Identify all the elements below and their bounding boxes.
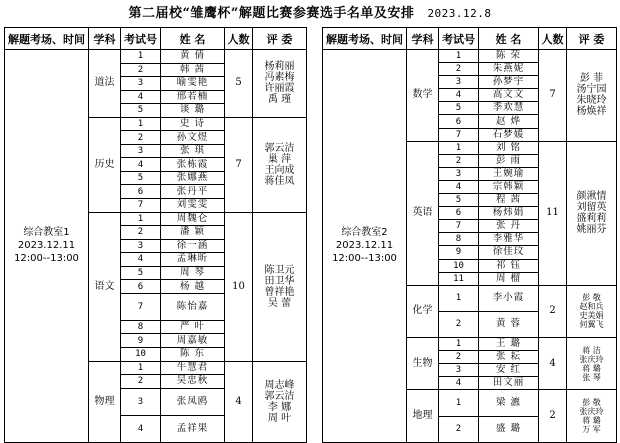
student-name-cell: 赵 烨 — [479, 115, 539, 128]
judge-name: 郭云洁 — [264, 390, 295, 402]
student-name-cell: 周 琴 — [161, 266, 225, 280]
student-name-cell: 田文丽 — [479, 377, 539, 390]
student-name-cell: 吴忠秋 — [161, 375, 225, 389]
exam-number-cell: 4 — [121, 158, 161, 172]
exam-number-cell: 1 — [439, 141, 479, 154]
student-name-cell: 孟祥果 — [161, 415, 225, 442]
judge-name: 赵和兵 — [579, 302, 604, 312]
judge-name: 吴 蕾 — [267, 297, 292, 309]
exam-number-cell: 10 — [439, 259, 479, 272]
page-title — [0, 0, 620, 27]
count-cell: 7 — [225, 117, 253, 212]
exam-number-cell: 10 — [121, 348, 161, 362]
exam-number-cell: 8 — [121, 320, 161, 334]
student-name-cell: 周魏仑 — [161, 212, 225, 226]
exam-number-cell: 3 — [121, 144, 161, 158]
student-name-cell: 牛慧君 — [161, 361, 225, 375]
header-venue: 解题考场、时间 — [5, 28, 89, 50]
header-exam-no: 考试号 — [439, 28, 479, 50]
judge-name: 周志峰 — [264, 379, 295, 391]
header-name: 姓 名 — [161, 28, 225, 50]
judges-cell — [567, 338, 617, 390]
judge-name: 禹 瑾 — [267, 94, 292, 106]
student-name-cell: 严 叶 — [161, 320, 225, 334]
student-name-cell: 杨 越 — [161, 280, 225, 294]
student-name-cell: 韩 茜 — [161, 63, 225, 77]
title-text: 第二届校“雏鹰杯”解题比赛参赛选手名单及安排 — [128, 6, 415, 21]
exam-number-cell: 4 — [121, 253, 161, 267]
judge-name: 杨莉丽 — [264, 61, 295, 73]
exam-number-cell: 4 — [439, 377, 479, 390]
exam-number-cell: 5 — [121, 171, 161, 185]
count-cell: 2 — [539, 285, 567, 337]
judges-cell — [567, 390, 617, 442]
judge-name: 朱晓玲 — [576, 95, 607, 107]
judge-name: 杨焕祥 — [576, 106, 607, 118]
judge-name: 何翼飞 — [579, 320, 604, 330]
judge-name: 曾祥艳 — [264, 286, 295, 298]
student-name-cell: 徐佳玟 — [479, 246, 539, 259]
header-venue: 解题考场、时间 — [323, 28, 407, 50]
student-name-cell: 宗韩颖 — [479, 180, 539, 193]
student-name-cell: 杨炜娟 — [479, 207, 539, 220]
judge-name: 盛莉莉 — [576, 213, 607, 225]
venue-line: 12:00--13:00 — [14, 253, 79, 265]
exam-number-cell: 7 — [439, 220, 479, 233]
judge-name: 颜湫情 — [576, 191, 607, 203]
student-name-cell: 陈 东 — [161, 348, 225, 362]
judge-name: 汤宁园 — [576, 84, 607, 96]
student-name-cell: 陈 荣 — [479, 50, 539, 63]
header-exam-no: 考试号 — [121, 28, 161, 50]
judge-name: 万 军 — [582, 425, 601, 435]
judges-cell — [253, 212, 307, 361]
judge-name: 蒋 璐 — [582, 363, 601, 373]
judge-name: 蒋 璐 — [582, 416, 601, 426]
student-name-cell: 王 璐 — [479, 338, 539, 351]
exam-number-cell: 7 — [121, 199, 161, 213]
exam-number-cell: 1 — [121, 50, 161, 64]
right-roster-table — [322, 27, 617, 443]
student-name-cell: 梁 瀌 — [479, 390, 539, 416]
student-name-cell: 李雅华 — [479, 233, 539, 246]
student-name-cell: 朱燕妮 — [479, 63, 539, 76]
student-name-cell: 潘 颖 — [161, 226, 225, 240]
judge-name: 田卫华 — [264, 275, 295, 287]
table-header-row — [323, 28, 617, 50]
exam-number-cell: 8 — [439, 233, 479, 246]
exam-number-cell: 5 — [121, 104, 161, 118]
judge-name: 李 娜 — [267, 401, 292, 413]
judge-name: 史美娟 — [579, 311, 604, 321]
judge-name: 张 琴 — [582, 372, 601, 382]
exam-number-cell: 9 — [439, 246, 479, 259]
student-name-cell: 彭 雨 — [479, 154, 539, 167]
header-count: 人数 — [225, 28, 253, 50]
subject-cell: 数学 — [407, 50, 439, 142]
student-name-cell: 祁 钰 — [479, 259, 539, 272]
judge-name: 周 叶 — [267, 412, 292, 424]
judge-name: 王向成 — [264, 164, 295, 176]
judge-name: 彭 敬 — [582, 398, 601, 408]
judge-name: 张庆玲 — [579, 354, 604, 364]
left-roster-table — [4, 27, 307, 443]
exam-number-cell: 2 — [439, 154, 479, 167]
venue-line: 2023.12.11 — [335, 240, 394, 252]
header-subject: 学科 — [407, 28, 439, 50]
judges-cell — [253, 50, 307, 118]
student-name-cell: 程 茜 — [479, 194, 539, 207]
title-date: 2023.12.8 — [427, 7, 492, 20]
table-header-row — [5, 28, 307, 50]
student-name-cell: 张栋霞 — [161, 158, 225, 172]
subject-cell: 地理 — [407, 390, 439, 442]
student-name-cell: 邢若楠 — [161, 90, 225, 104]
judge-name: 张庆玲 — [579, 407, 604, 417]
right-roster-body — [323, 50, 617, 443]
exam-number-cell: 1 — [439, 338, 479, 351]
exam-number-cell: 3 — [439, 76, 479, 89]
student-name-cell: 张 耘 — [479, 351, 539, 364]
judge-name: 巢 萍 — [267, 153, 292, 165]
exam-number-cell: 1 — [439, 285, 479, 311]
exam-number-cell: 9 — [121, 334, 161, 348]
header-count: 人数 — [539, 28, 567, 50]
judge-name: 姚丽芬 — [576, 224, 607, 236]
count-cell: 4 — [539, 338, 567, 390]
exam-number-cell: 5 — [121, 266, 161, 280]
exam-number-cell: 2 — [439, 311, 479, 337]
subject-cell: 道法 — [89, 50, 121, 118]
exam-number-cell: 3 — [439, 167, 479, 180]
exam-number-cell: 2 — [439, 416, 479, 442]
exam-number-cell: 5 — [439, 194, 479, 207]
exam-number-cell: 2 — [121, 131, 161, 145]
judges-cell — [567, 285, 617, 337]
venue-line: 综合教室2 — [341, 227, 388, 239]
exam-number-cell: 3 — [121, 239, 161, 253]
header-judges: 评 委 — [253, 28, 307, 50]
student-name-cell: 孙文煜 — [161, 131, 225, 145]
student-name-cell: 盛 璐 — [479, 416, 539, 442]
student-name-cell: 高文文 — [479, 89, 539, 102]
judge-name: 许丽霞 — [264, 83, 295, 95]
header-name: 姓 名 — [479, 28, 539, 50]
venue-cell — [323, 50, 407, 443]
judge-name: 冯素梅 — [264, 72, 295, 84]
subject-cell: 生物 — [407, 338, 439, 390]
student-name-cell: 孙梦宇 — [479, 76, 539, 89]
judge-name: 彭 菲 — [579, 73, 604, 85]
student-name-cell: 陈怡嘉 — [161, 293, 225, 320]
student-name-cell: 季欢慧 — [479, 102, 539, 115]
student-name-cell: 周 榴 — [479, 272, 539, 285]
student-name-cell: 黄 蓉 — [479, 311, 539, 337]
exam-number-cell: 2 — [439, 63, 479, 76]
subject-cell: 物理 — [89, 361, 121, 442]
venue-line: 12:00--13:00 — [332, 253, 397, 265]
judge-name: 郭云洁 — [264, 142, 295, 154]
judge-name: 陈卫元 — [264, 264, 295, 276]
exam-number-cell: 5 — [439, 102, 479, 115]
exam-number-cell: 6 — [121, 185, 161, 199]
student-name-cell: 张凤鸥 — [161, 388, 225, 415]
left-roster-body — [5, 50, 307, 443]
header-subject: 学科 — [89, 28, 121, 50]
exam-number-cell: 4 — [121, 90, 161, 104]
exam-number-cell: 2 — [121, 63, 161, 77]
subject-cell: 语文 — [89, 212, 121, 361]
student-name-cell: 刘 铭 — [479, 141, 539, 154]
exam-number-cell: 4 — [121, 415, 161, 442]
student-name-cell: 史 诗 — [161, 117, 225, 131]
exam-number-cell: 1 — [121, 361, 161, 375]
student-name-cell: 张娜燕 — [161, 171, 225, 185]
count-cell: 4 — [225, 361, 253, 442]
judge-name: 蒋 洁 — [582, 345, 601, 355]
exam-number-cell: 1 — [439, 390, 479, 416]
count-cell: 10 — [225, 212, 253, 361]
exam-number-cell: 4 — [439, 180, 479, 193]
student-name-cell: 李小霞 — [479, 285, 539, 311]
judges-cell — [567, 50, 617, 142]
exam-number-cell: 3 — [121, 77, 161, 91]
exam-number-cell: 6 — [439, 115, 479, 128]
count-cell: 11 — [539, 141, 567, 285]
header-judges: 评 委 — [567, 28, 617, 50]
exam-number-cell: 7 — [121, 293, 161, 320]
student-name-cell: 石梦媛 — [479, 128, 539, 141]
exam-number-cell: 1 — [439, 50, 479, 63]
exam-number-cell: 1 — [121, 117, 161, 131]
count-cell: 5 — [225, 50, 253, 118]
student-name-cell: 张 丹 — [479, 220, 539, 233]
subject-cell: 化学 — [407, 285, 439, 337]
venue-line: 2023.12.11 — [17, 240, 76, 252]
count-cell: 7 — [539, 50, 567, 142]
subject-cell: 英语 — [407, 141, 439, 285]
judges-cell — [253, 117, 307, 212]
student-name-cell: 喻雯艳 — [161, 77, 225, 91]
subject-cell: 历史 — [89, 117, 121, 212]
judge-name: 刘留英 — [576, 202, 607, 214]
student-name-cell: 王婉瑜 — [479, 167, 539, 180]
exam-number-cell: 1 — [121, 212, 161, 226]
count-cell: 2 — [539, 390, 567, 442]
student-name-cell: 黄 倩 — [161, 50, 225, 64]
judges-cell — [253, 361, 307, 442]
student-name-cell: 刘雯雯 — [161, 199, 225, 213]
judge-name: 蒋佳凤 — [264, 175, 295, 187]
student-name-cell: 张 琪 — [161, 144, 225, 158]
exam-number-cell: 3 — [439, 364, 479, 377]
exam-number-cell: 11 — [439, 272, 479, 285]
student-name-cell: 徐一涵 — [161, 239, 225, 253]
exam-number-cell: 6 — [121, 280, 161, 294]
student-name-cell: 安 红 — [479, 364, 539, 377]
exam-number-cell: 2 — [121, 226, 161, 240]
exam-number-cell: 3 — [121, 388, 161, 415]
venue-cell — [5, 50, 89, 443]
table-row — [323, 50, 617, 63]
exam-number-cell: 4 — [439, 89, 479, 102]
exam-number-cell: 2 — [121, 375, 161, 389]
exam-number-cell: 2 — [439, 351, 479, 364]
exam-number-cell: 6 — [439, 207, 479, 220]
table-row — [5, 50, 307, 64]
exam-number-cell: 7 — [439, 128, 479, 141]
judge-name: 彭 敬 — [582, 293, 601, 303]
student-name-cell: 周嘉敏 — [161, 334, 225, 348]
judges-cell — [567, 141, 617, 285]
venue-line: 综合教室1 — [23, 227, 70, 239]
student-name-cell: 孟琳昕 — [161, 253, 225, 267]
student-name-cell: 张丹平 — [161, 185, 225, 199]
student-name-cell: 谈 璐 — [161, 104, 225, 118]
